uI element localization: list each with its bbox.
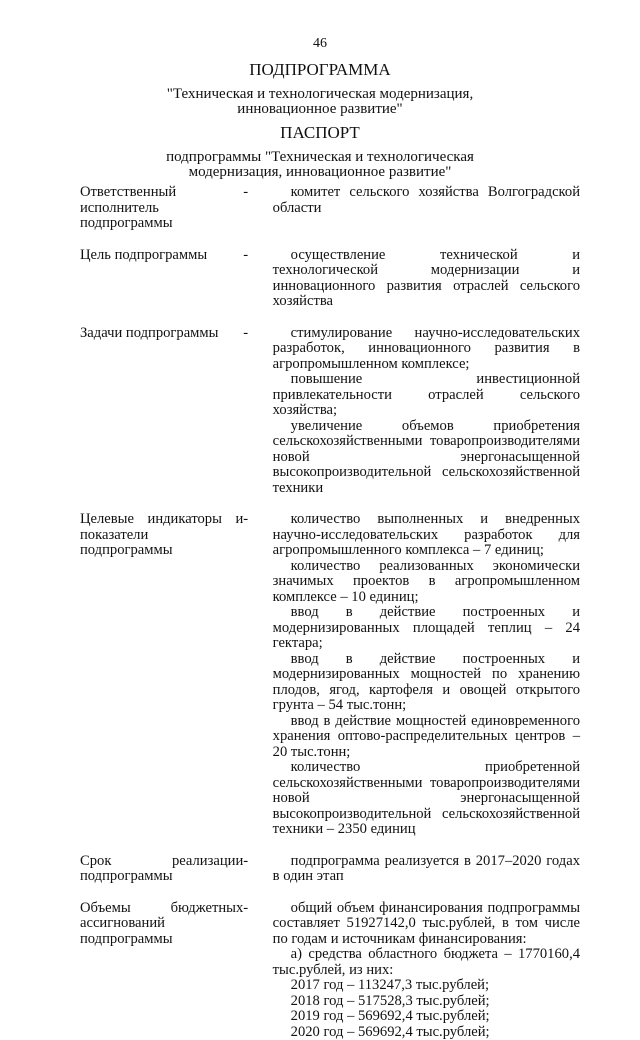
value-paragraph: количество выполненных и внедренных научно-исследовательских разработок для агропромышленного комплекса – 7 единиц; [273, 512, 580, 559]
value-paragraph: количество приобретенной сельскохозяйственными товаропроизводителями новой энергонасыщенной высокопроизводительной сельскохозяйственной техники – 2350 единиц [273, 760, 580, 838]
row-indicators [80, 512, 580, 838]
row-value [273, 248, 580, 310]
row-dash: - [243, 185, 258, 232]
value-paragraph: стимулирование научно-исследовательских разработок, инновационного развития в агропромышленном комплексе; [273, 326, 580, 373]
value-paragraph: осуществление технической и технологической модернизации и инновационного развития отраслей сельского хозяйства [273, 248, 580, 310]
year-amount: 2019 год – 569692,4 тыс.рублей; [273, 1009, 580, 1025]
row-value [273, 185, 580, 232]
passport-heading: ПАСПОРТ [0, 123, 640, 143]
row-term [80, 854, 580, 885]
row-dash: - [243, 326, 258, 497]
year-amount: 2018 год – 517528,3 тыс.рублей; [273, 994, 580, 1010]
year-amount: 2017 год – 113247,3 тыс.рублей; [273, 978, 580, 994]
row-tasks [80, 326, 580, 497]
row-value [273, 901, 580, 1040]
row-budget [80, 901, 580, 1040]
row-label: Целевые индикаторы и показатели подпрограммы [80, 512, 243, 838]
value-paragraph: повышение инвестиционной привлекательности отраслей сельского хозяйства; [273, 372, 580, 419]
row-value [273, 512, 580, 838]
row-label: Ответственный исполнитель подпрограммы [80, 185, 243, 232]
row-responsible [80, 185, 580, 232]
row-label: Задачи подпрограммы [80, 326, 243, 497]
value-paragraph: количество реализованных экономически значимых проектов в агропромышленном комплексе – 10 единиц; [273, 559, 580, 606]
subprogram-heading: ПОДПРОГРАММА [0, 60, 640, 80]
row-label: Объемы бюджетных ассигнований подпрограммы [80, 901, 243, 1040]
page-number: 46 [0, 36, 640, 52]
value-paragraph: общий объем финансирования подпрограммы составляет 51927142,0 тыс.рублей, в том числе по годам и источникам финансирования: [273, 901, 580, 948]
value-paragraph: а) средства областного бюджета – 1770160,4 тыс.рублей, из них: [273, 947, 580, 978]
row-dash: - [243, 901, 258, 1040]
row-label: Цель подпрограммы [80, 248, 243, 310]
value-paragraph: увеличение объемов приобретения сельскохозяйственными товаропроизводителями новой энергонасыщенной высокопроизводительной сельскохозяйственной техники [273, 419, 580, 497]
value-paragraph: ввод в действие построенных и модернизированных мощностей по хранению плодов, ягод, картофеля и овощей открытого грунта – 54 тыс.тонн; [273, 652, 580, 714]
value-paragraph: комитет сельского хозяйства Волгоградской области [273, 185, 580, 216]
passport-table [80, 176, 580, 1040]
value-paragraph: подпрограмма реализуется в 2017–2020 годах в один этап [273, 854, 580, 885]
value-paragraph: ввод в действие мощностей единовременного хранения оптово-распределительных центров – 20 тыс.тонн; [273, 714, 580, 761]
row-dash: - [243, 248, 258, 310]
row-label: Срок реализации подпрограммы [80, 854, 243, 885]
passport-subtitle-line2: модернизация, инновационное развитие" [0, 164, 640, 180]
row-dash: - [243, 854, 258, 885]
subprogram-title-line2: инновационное развитие" [0, 101, 640, 117]
row-value [273, 326, 580, 497]
row-value [273, 854, 580, 885]
passport-subtitle-line1: подпрограммы "Техническая и технологическая [0, 149, 640, 165]
row-goal [80, 248, 580, 310]
value-paragraph: ввод в действие построенных и модернизированных площадей теплиц – 24 гектара; [273, 605, 580, 652]
subprogram-title-line1: "Техническая и технологическая модернизация, [0, 86, 640, 102]
row-dash: - [243, 512, 258, 838]
year-amount: 2020 год – 569692,4 тыс.рублей; [273, 1025, 580, 1040]
